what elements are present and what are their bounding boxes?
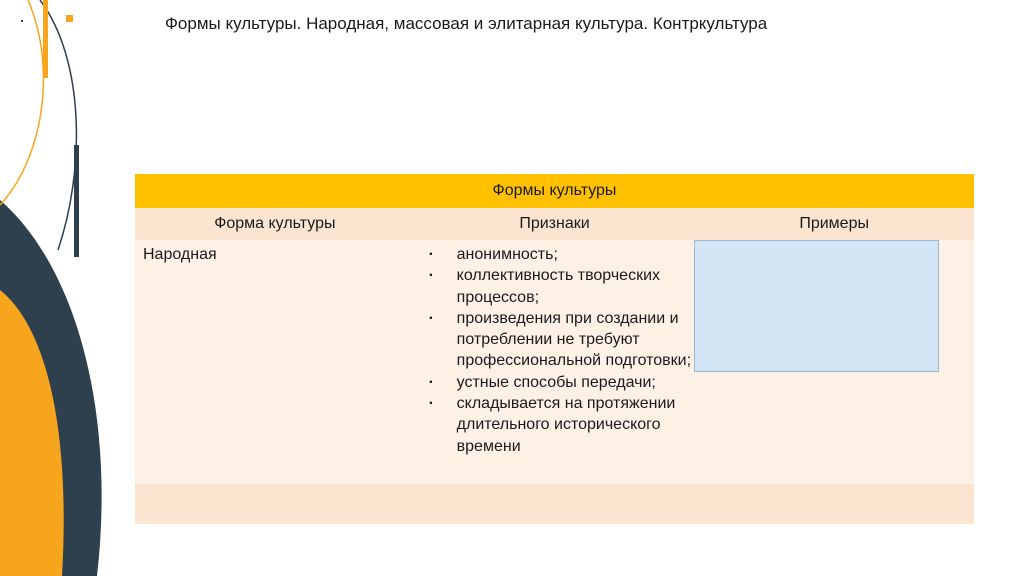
small-dot-shape bbox=[21, 20, 23, 22]
orange-bar-shape bbox=[43, 0, 48, 78]
sign-item: · складывается на протяжении длительного исторического времени bbox=[429, 393, 695, 457]
table-header-row bbox=[135, 174, 974, 208]
sign-item: · произведения при создании и потреблении не требуют профессиональной подготовки; bbox=[429, 308, 695, 372]
empty-row-cell bbox=[135, 484, 974, 524]
examples-cell bbox=[694, 240, 974, 484]
table-row bbox=[135, 240, 974, 484]
column-header-form: Форма культуры bbox=[135, 208, 415, 240]
sign-item: · анонимность; bbox=[429, 244, 695, 265]
examples-placeholder-box bbox=[694, 240, 939, 372]
column-headers-row bbox=[135, 208, 974, 240]
column-header-examples: Примеры bbox=[694, 208, 974, 240]
empty-table-row bbox=[135, 484, 974, 524]
signs-list bbox=[429, 244, 695, 457]
orange-square-shape bbox=[66, 15, 73, 22]
slide-title: Формы культуры. Народная, массовая и элитарная культура. Контркультура bbox=[165, 14, 768, 33]
column-header-signs: Признаки bbox=[415, 208, 695, 240]
sign-item: · устные способы передачи; bbox=[429, 372, 695, 393]
navy-bar-shape bbox=[74, 145, 79, 257]
table-caption: Формы культуры bbox=[135, 174, 974, 208]
thin-orange-arc bbox=[0, 0, 43, 205]
form-cell: Народная bbox=[135, 240, 415, 484]
culture-forms-table bbox=[135, 174, 974, 524]
signs-cell bbox=[415, 240, 695, 484]
sign-item: · коллективность творческих процессов; bbox=[429, 265, 695, 308]
